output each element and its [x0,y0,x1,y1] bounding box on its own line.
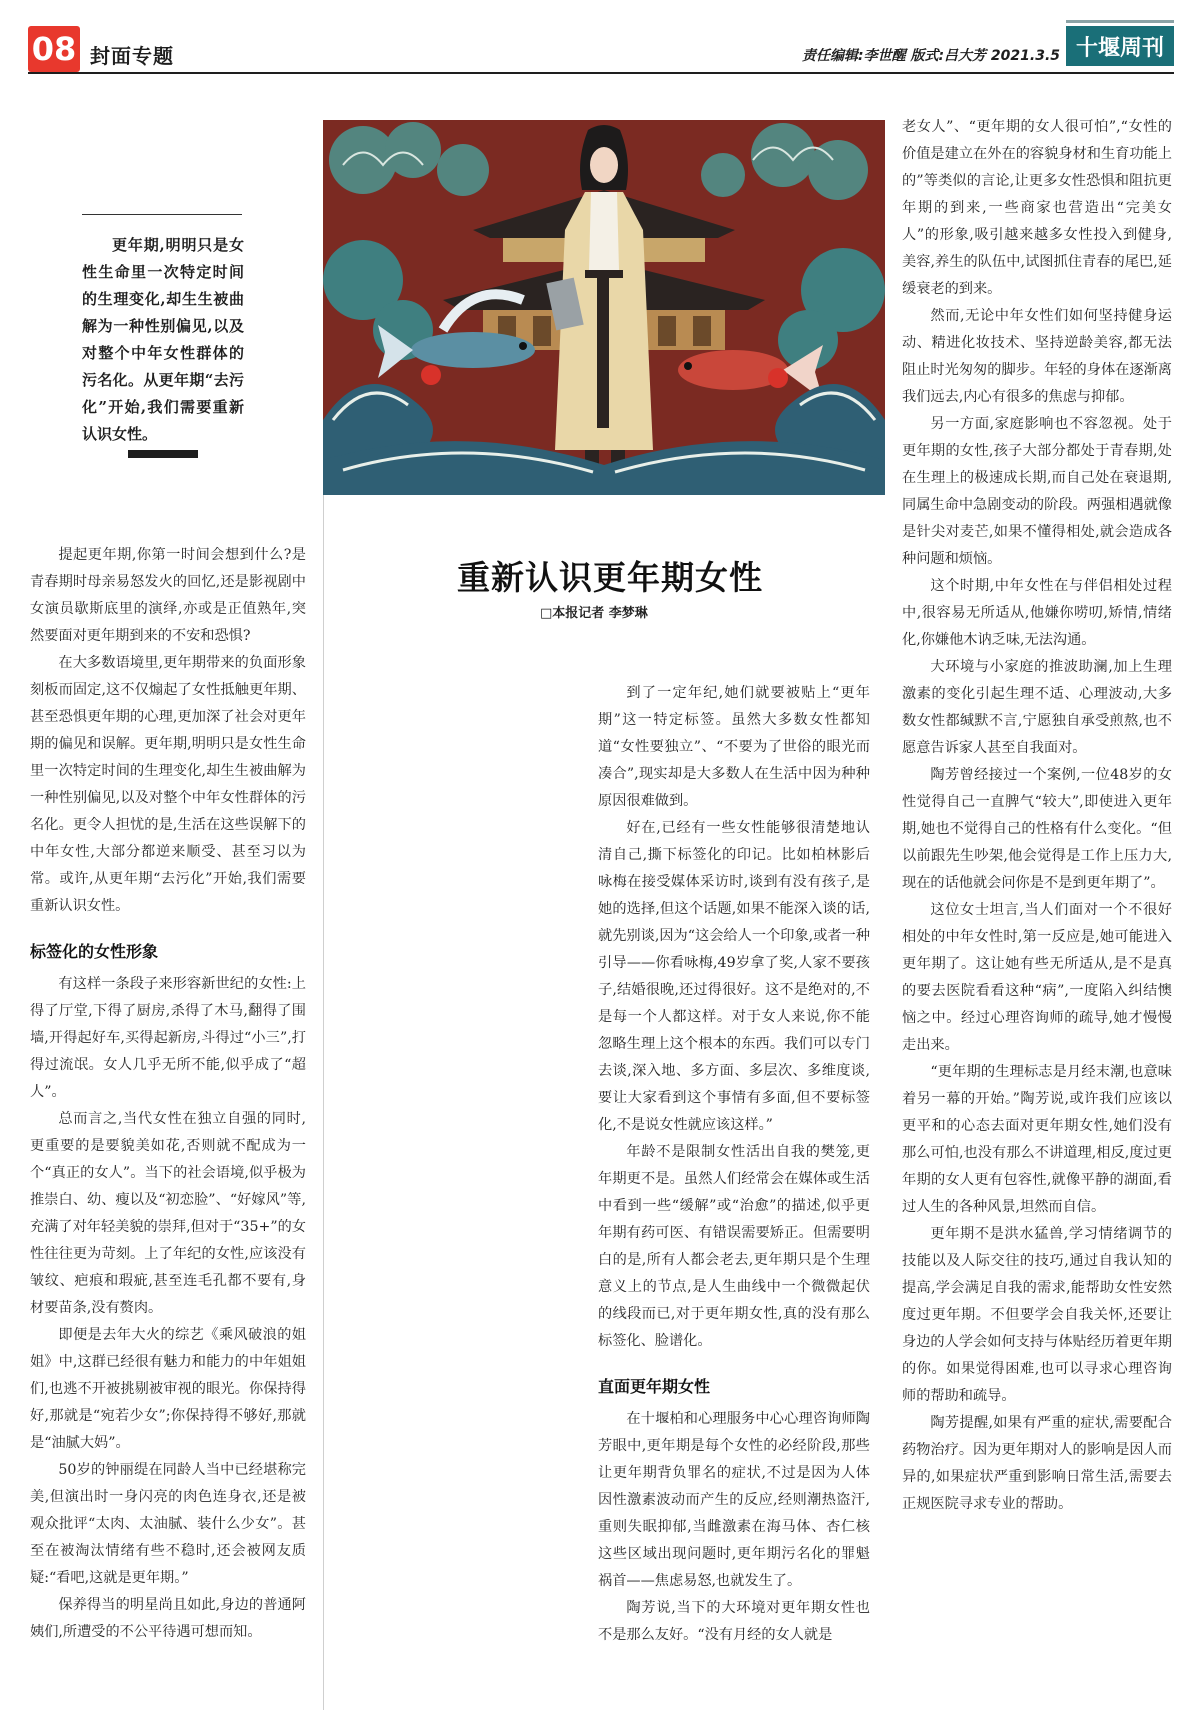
paragraph: 到了一定年纪,她们就要被贴上“更年期”这一特定标签。虽然大多数女性都知道“女性要独立”、“不要为了世俗的眼光而凑合”,现实却是大多数人在生活中因为种种原因很难做到。 [598,685,870,809]
paragraph: 在十堰柏和心理服务中心心理咨询师陶芳眼中,更年期是每个女性的必经阶段,那些让更年期背负罪名的症状,不过是因为人体因性激素波动而产生的反应,经则潮热盗汗,重则失眠抑郁,当雌激素在海马体、杏仁核这些区域出现问题时,更年期污名化的罪魁祸首——焦虑易怒,也就发生了。 [598,1411,870,1589]
paragraph: 老女人”、“更年期的女人很可怕”,“女性的价值是建立在外在的容貌身材和生育功能上的”等类似的言论,让更多女性恐惧和阻抗更年期的到来,一些商家也营造出“完美女人”的形象,吸引越来越多女性投入到健身,美容,养生的队伍中,试图抓住青春的尾巴,延缓衰老的到来。 [902,119,1172,297]
article-headline: 重新认识更年期女性 [457,558,763,597]
subheading: 标签化的女性形象 [30,942,159,961]
paragraph: 陶芳提醒,如果有严重的症状,需要配合药物治疗。因为更年期对人的影响是因人而异的,如果症状严重到影响日常生活,需要去正规医院寻求专业的帮助。 [902,1415,1172,1512]
masthead-logo: 十堰周刊 [1066,26,1174,66]
paragraph: 年龄不是限制女性活出自我的樊笼,更年期更不是。虽然人们经常会在媒体或生活中看到一些“缓解”或“治愈”的描述,似乎更年期有药可医、有错误需要矫正。但需要明白的是,所有人都会老去,更年期只是个生理意义上的节点,是人生曲线中一个微微起伏的线段而已,对于更年期女性,真的没有那么标签化、脸谱化。 [598,1144,870,1349]
paragraph: “更年期的生理标志是月经末潮,也意味着另一幕的开始。”陶芳说,或许我们应该以更平和的心态去面对更年期女性,她们没有那么可怕,也没有那么不讲道理,相反,度过更年期的女人更有包容性,就像平静的湖面,看过人生的各种风景,坦然而自信。 [902,1064,1172,1215]
paragraph: 总而言之,当代女性在独立自强的同时,更重要的是要貌美如花,否则就不配成为一个“真正的女人”。当下的社会语境,似乎极为推崇白、幼、瘦以及“初恋脸”、“好嫁风”等,充满了对年轻美貌的崇拜,但对于“35+”的女性往往更为苛刻。上了年纪的女性,应该没有皱纹、疤痕和瑕疵,甚至连毛孔都不要有,身材要苗条,没有赘肉。 [30,1111,306,1316]
header-rule [28,72,1174,74]
paragraph: 另一方面,家庭影响也不容忽视。处于更年期的女性,孩子大部分都处于青春期,处在生理上的极速成长期,而自己处在衰退期,同属生命中急剧变动的阶段。两强相遇就像是针尖对麦芒,如果不懂得相处,就会造成各种问题和烦恼。 [902,416,1172,567]
paragraph: 有这样一条段子来形容新世纪的女性:上得了厅堂,下得了厨房,杀得了木马,翻得了围墙,开得起好车,买得起新房,斗得过“小三”,打得过流氓。女人几乎无所不能,似乎成了“超人”。 [30,976,306,1100]
paragraph: 陶芳曾经接过一个案例,一位48岁的女性觉得自己一直脾气“较大”,即使进入更年期,她也不觉得自己的性格有什么变化。“但以前跟先生吵架,他会觉得是工作上压力大,现在的话他就会问你是不是到更年期了”。 [902,767,1172,891]
cover-illustration [323,120,885,495]
paragraph: 大环境与小家庭的推波助澜,加上生理激素的变化引起生理不适、心理波动,大多数女性都缄默不言,宁愿独自承受煎熬,也不愿意告诉家人甚至自我面对。 [902,659,1172,756]
paragraph: 好在,已经有一些女性能够很清楚地认清自己,撕下标签化的印记。比如柏林影后咏梅在接受媒体采访时,谈到有没有孩子,是她的选择,但这个话题,如果不能深入谈的话,就先别谈,因为“这会给人一个印象,或者一种引导——你看咏梅,49岁拿了奖,人家不要孩子,结婚很晚,还过得很好。这不是绝对的,不是每一个人都这样。对于女人来说,你不能忽略生理上这个根本的东西。我们可以专门去谈,深入地、多方面、多层次、多维度谈,要让大家看到这个事情有多面,但不要标签化,不是说女性就应该这样。” [598,820,870,1133]
pull-quote-top-rule [82,214,242,215]
paragraph: 更年期不是洪水猛兽,学习情绪调节的技能以及人际交往的技巧,通过自我认知的提高,学会满足自我的需求,能帮助女性安然度过更年期。不但要学会自我关怀,还要让身边的人学会如何支持与体贴经历着更年期的你。如果觉得困难,也可以寻求心理咨询师的帮助和疏导。 [902,1226,1172,1404]
masthead-top-bar [1066,20,1174,23]
editor-credits: 责任编辑:李世醒 版式:吕大芳 2021.3.5 [801,48,1060,64]
paragraph: 在大多数语境里,更年期带来的负面形象刻板而固定,这不仅煽起了女性抵触更年期、甚至恐惧更年期的心理,更加深了社会对更年期的偏见和误解。更年期,明明只是女性生命里一次特定时间的生理变化,却生生被曲解为一种性别偏见,以及对整个中年女性群体的污名化。更令人担忧的是,生活在这些误解下的中年女性,大部分都逆来顺受、甚至习以为常。或许,从更年期“去污化”开始,我们需要重新认识女性。 [30,655,306,914]
paragraph: 提起更年期,你第一时间会想到什么?是青春期时母亲易怒发火的回忆,还是影视剧中女演员歇斯底里的演绎,亦或是正值熟年,突然要面对更年期到来的不安和恐惧? [30,547,306,644]
column-divider [323,495,324,1710]
article-column-2 [598,680,870,1649]
pull-quote-bottom-bar [128,450,198,458]
paragraph: 陶芳说,当下的大环境对更年期女性也不是那么友好。“没有月经的女人就是 [598,1600,870,1643]
pull-quote: 更年期,明明只是女性生命里一次特定时间的生理变化,却生生被曲解为一种性别偏见,以及对整个中年女性群体的污名化。从更年期“去污化”开始,我们需要重新认识女性。 [82,236,244,443]
paragraph: 50岁的钟丽缇在同龄人当中已经堪称完美,但演出时一身闪亮的肉色连身衣,还是被观众批评“太肉、太油腻、装什么少女”。甚至在被淘汰情绪有些不稳时,还会被网友质疑:“看吧,这就是更年期。” [30,1462,306,1586]
page-number: 08 [28,26,80,72]
paragraph: 然而,无论中年女性们如何坚持健身运动、精进化妆技术、坚持逆龄美容,都无法阻止时光匆匆的脚步。年轻的身体在逐渐离我们远去,内心有很多的焦虑与抑郁。 [902,308,1172,405]
article-byline: □本报记者 李梦琳 [540,606,648,621]
paragraph: 即便是去年大火的综艺《乘风破浪的姐姐》中,这群已经很有魅力和能力的中年姐姐们,也逃不开被挑剔被审视的眼光。你保持得好,那就是“宛若少女”;你保持得不够好,那就是“油腻大妈”。 [30,1327,306,1451]
paragraph: 这位女士坦言,当人们面对一个不很好相处的中年女性时,第一反应是,她可能进入更年期了。这让她有些无所适从,是不是真的要去医院看看这种“病”,一度陷入纠结懊恼之中。经过心理咨询师的疏导,她才慢慢走出来。 [902,902,1172,1053]
paragraph: 这个时期,中年女性在与伴侣相处过程中,很容易无所适从,他嫌你唠叨,矫情,情绪化,你嫌他木讷乏味,无法沟通。 [902,578,1172,648]
article-column-3 [902,114,1172,1518]
section-title: 封面专题 [90,44,174,68]
subheading: 直面更年期女性 [598,1377,711,1396]
paragraph: 保养得当的明星尚且如此,身边的普通阿姨们,所遭受的不公平待遇可想而知。 [30,1597,306,1640]
article-column-1 [30,542,306,1646]
